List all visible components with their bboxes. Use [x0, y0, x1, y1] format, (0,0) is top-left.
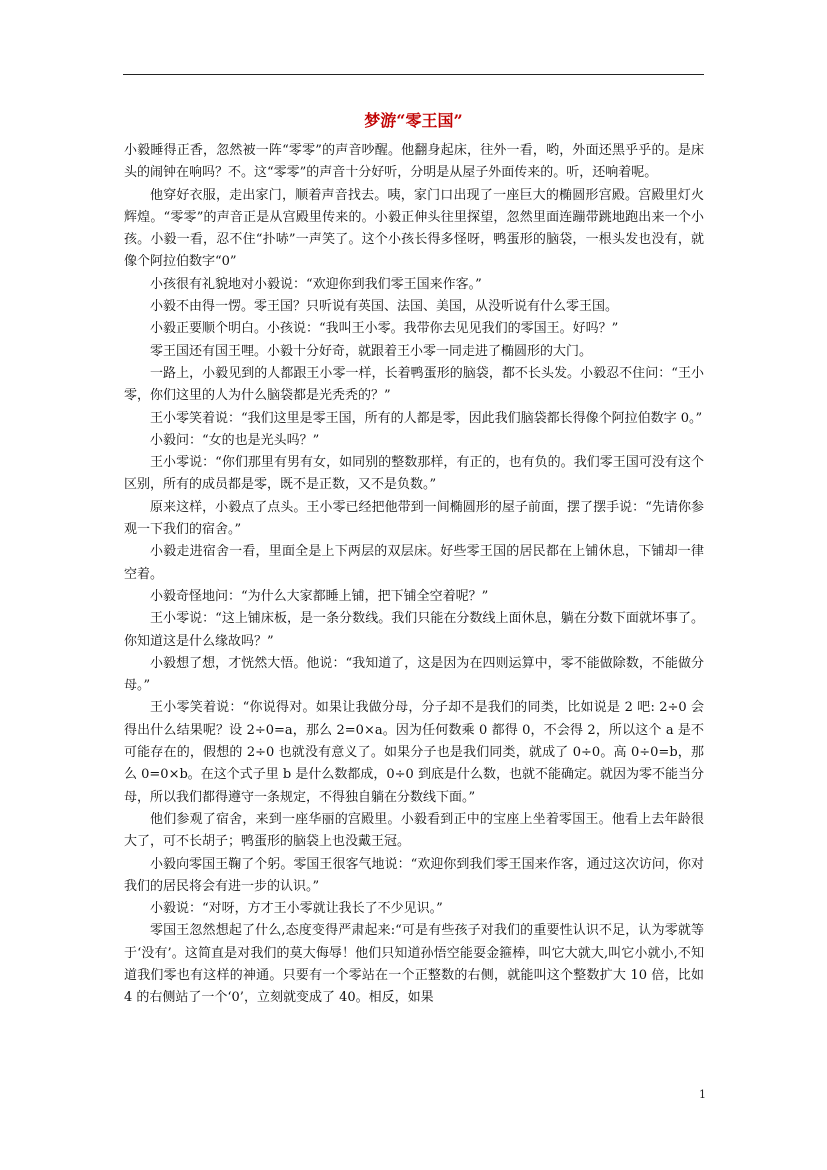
- paragraph: 小毅问：“女的也是光头吗？”: [150, 432, 320, 448]
- paragraph: 小毅说：“对呀，方才王小零就让我长了不少见识。”: [150, 901, 443, 917]
- paragraph: 王小零说：“这上铺床板，是一条分数线。我们只能在分数线上面休息，躺在分数下面就坏事了。你知道这是什么缘故吗？”: [124, 611, 704, 649]
- page-number: 1: [699, 1088, 706, 1101]
- paragraph: 小毅走进宿舍一看，里面全是上下两层的双层床。好些零王国的居民都在上铺休息，下铺却一律空着。: [124, 544, 704, 582]
- document-body: [124, 140, 704, 1010]
- paragraph: 王小零说：“你们那里有男有女，如同别的整数那样，有正的，也有负的。我们零王国可没有这个区别，所有的成员都是零，既不是正数，又不是负数。”: [124, 455, 704, 493]
- paragraph: 王小零笑着说：“我们这里是零王国，所有的人都是零，因此我们脑袋都长得像个阿拉伯数字 0。”: [150, 410, 703, 426]
- paragraph: 他们参观了宿舍，来到一座华丽的宫殿里。小毅看到正中的宝座上坐着零国王。他看上去年龄很大了，可不长胡子；鸭蛋形的脑袋上也没戴王冠。: [124, 811, 704, 850]
- paragraph: 小毅不由得一愣。零王国？只听说有英国、法国、美国，从没听说有什么零王国。: [150, 299, 619, 315]
- document-title: 梦游“零王国”: [364, 111, 463, 130]
- paragraph: 小毅睡得正香，忽然被一阵“零零”的声音吵醒。他翻身起床，往外一看，哟，外面还黑乎乎的。是床头的闹钟在响吗？不。这“零零”的声音十分好听，分明是从屋子外面传来的。听，还响着呢。: [124, 143, 704, 181]
- paragraph: 他穿好衣服，走出家门，顺着声音找去。咦，家门口出现了一座巨大的椭圆形宫殿。宫殿里灯火辉煌。“零零”的声音正是从宫殿里传来的。小毅正伸头往里探望，忽然里面连蹦带跳地跑出来一个小孩。小毅一看，忍不住“扑哧”一声笑了。这个小孩长得多怪呀，鸭蛋形的脑袋，一根头发也没有，就像个阿拉伯数字“0”: [124, 187, 704, 270]
- paragraph: 王小零笑着说：“你说得对。如果让我做分母，分子却不是我们的同类，比如说是 2 吧: 2÷0 会得出什么结果呢？设 2÷0=a，那么 2=0×a。因为任何数乘 0 都得 0，不会得 2，所以这个 a 是不可能存在的，假想的 2÷0 也就没有意义了。如果分子也是我们同类，就成了 0÷0。高 0÷0=b，那么 0=0×b。在这个式子里 b 是什么数都成，0÷0 到底是什么数，也就不能确定。就因为零不能当分母，所以我们都得遵守一条规定，不得独自躺在分数线下面。”: [124, 700, 704, 805]
- paragraph: 零王国还有国王哩。小毅十分好奇，就跟着王小零一同走进了椭圆形的大门。: [150, 343, 593, 359]
- paragraph: 零国王忽然想起了什么,态度变得严肃起来:“可是有些孩子对我们的重要性认识不足，认为零就等于‘没有’。这简直是对我们的莫大侮辱！他们只知道孙悟空能耍金箍棒，叫它大就大,叫它小就小,不知道我们零也有这样的神通。只要有一个零站在一个正整数的右侧，就能叫这个整数扩大 10 倍，比如 4 的右侧站了一个‘0’，立刻就变成了 40。相反，如果: [124, 923, 704, 1006]
- paragraph: 小毅奇怪地问：“为什么大家都睡上铺，把下铺全空着呢？”: [150, 588, 489, 604]
- paragraph: 原来这样，小毅点了点头。王小零已经把他带到一间椭圆形的屋子前面，摆了摆手说：“先请你参观一下我们的宿舍。”: [124, 499, 704, 538]
- paragraph: 小毅正要顺个明白。小孩说：“我叫王小零。我带你去见见我们的零国王。好吗？”: [150, 321, 619, 337]
- header-rule: [123, 74, 704, 75]
- paragraph: 小孩很有礼貌地对小毅说：“欢迎你到我们零王国来作客。”: [150, 276, 482, 292]
- paragraph: 小毅想了想，才恍然大悟。他说：“我知道了，这是因为在四则运算中，零不能做除数，不能做分母。”: [124, 655, 704, 694]
- paragraph: 小毅向零国王鞠了个躬。零国王很客气地说：“欢迎你到我们零王国来作客，通过这次访问，你对我们的居民将会有进一步的认识。”: [124, 856, 704, 894]
- paragraph: 一路上，小毅见到的人都跟王小零一样，长着鸭蛋形的脑袋，都不长头发。小毅忍不住问：“王小零，你们这里的人为什么脑袋都是光秃秃的？”: [124, 365, 704, 404]
